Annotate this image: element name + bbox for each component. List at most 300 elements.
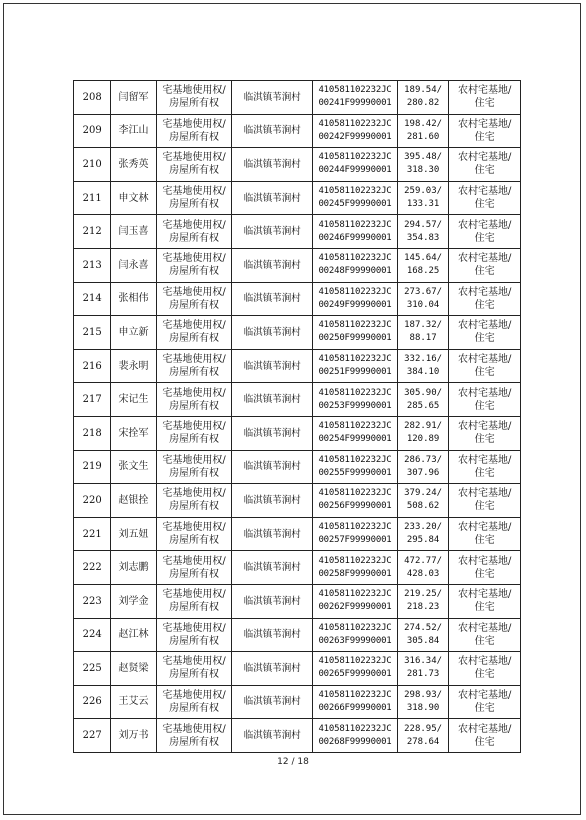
area-line: 305.90/ — [404, 387, 443, 398]
location-cell: 临淇镇苇涧村 — [232, 450, 313, 484]
area-cell — [397, 618, 448, 652]
land-use-cell — [449, 81, 521, 115]
land-use-line: 农村宅基地/ — [457, 253, 512, 265]
land-use-line: 农村宅基地/ — [457, 589, 512, 601]
unit-code-line: 00257F99990001 — [318, 535, 392, 546]
land-use-line: 住宅 — [474, 635, 495, 647]
table-row — [74, 484, 521, 518]
owner-name-cell: 申文林 — [111, 181, 156, 215]
owner-name-cell: 赵江林 — [111, 618, 156, 652]
area-cell — [397, 282, 448, 316]
right-type-cell — [156, 148, 232, 182]
right-type-cell — [156, 551, 232, 585]
area-cell — [397, 383, 448, 417]
right-type-line: 宅基地使用权/ — [162, 421, 226, 433]
right-type-line: 房屋所有权 — [169, 333, 220, 345]
area-line: 233.20/ — [404, 522, 443, 533]
table-row — [74, 584, 521, 618]
area-line: 294.57/ — [404, 219, 443, 230]
unit-code-line: 410581102232JC — [318, 488, 392, 499]
table-row — [74, 181, 521, 215]
unit-code-line: 00262F99990001 — [318, 602, 392, 613]
record-number-cell: 215 — [74, 316, 111, 350]
right-type-line: 宅基地使用权/ — [162, 320, 226, 332]
unit-code-line: 00258F99990001 — [318, 568, 392, 579]
land-use-line: 农村宅基地/ — [457, 488, 512, 500]
right-type-line: 房屋所有权 — [169, 501, 220, 513]
area-line: 298.93/ — [404, 689, 443, 700]
unit-code-line: 410581102232JC — [318, 286, 392, 297]
unit-code-cell — [313, 416, 398, 450]
right-type-cell — [156, 316, 232, 350]
land-use-line: 住宅 — [474, 131, 495, 143]
right-type-line: 宅基地使用权/ — [162, 253, 226, 265]
record-number-cell: 208 — [74, 81, 111, 115]
unit-code-line: 00266F99990001 — [318, 702, 392, 713]
area-line: 428.03 — [406, 568, 440, 579]
location-cell: 临淇镇苇涧村 — [232, 81, 313, 115]
unit-code-line: 00248F99990001 — [318, 266, 392, 277]
owner-name-cell: 闫留军 — [111, 81, 156, 115]
land-use-cell — [449, 215, 521, 249]
table-row — [74, 282, 521, 316]
right-type-cell — [156, 349, 232, 383]
table-row — [74, 148, 521, 182]
land-use-cell — [449, 584, 521, 618]
right-type-line: 宅基地使用权/ — [162, 354, 226, 366]
owner-name-cell: 宋记生 — [111, 383, 156, 417]
unit-code-line: 00256F99990001 — [318, 501, 392, 512]
land-use-line: 住宅 — [474, 367, 495, 379]
unit-code-cell — [313, 114, 398, 148]
area-cell — [397, 685, 448, 719]
land-use-cell — [449, 114, 521, 148]
unit-code-cell — [313, 383, 398, 417]
unit-code-line: 410581102232JC — [318, 689, 392, 700]
area-line: 219.25/ — [404, 589, 443, 600]
area-line: 395.48/ — [404, 152, 443, 163]
land-use-line: 住宅 — [474, 400, 495, 412]
record-number-cell: 218 — [74, 416, 111, 450]
owner-name-cell: 李江山 — [111, 114, 156, 148]
right-type-line: 房屋所有权 — [169, 434, 220, 446]
land-use-cell — [449, 282, 521, 316]
unit-code-line: 00255F99990001 — [318, 467, 392, 478]
land-use-line: 农村宅基地/ — [457, 354, 512, 366]
area-line: 472.77/ — [404, 555, 443, 566]
table-row — [74, 450, 521, 484]
area-line: 228.95/ — [404, 723, 443, 734]
location-cell: 临淇镇苇涧村 — [232, 181, 313, 215]
record-number-cell: 213 — [74, 248, 111, 282]
unit-code-line: 00263F99990001 — [318, 635, 392, 646]
land-use-line: 农村宅基地/ — [457, 522, 512, 534]
area-cell — [397, 114, 448, 148]
unit-code-cell — [313, 450, 398, 484]
unit-code-line: 00251F99990001 — [318, 367, 392, 378]
right-type-line: 房屋所有权 — [169, 669, 220, 681]
unit-code-line: 00242F99990001 — [318, 131, 392, 142]
right-type-line: 宅基地使用权/ — [162, 522, 226, 534]
unit-code-line: 00254F99990001 — [318, 434, 392, 445]
location-cell: 临淇镇苇涧村 — [232, 416, 313, 450]
right-type-line: 房屋所有权 — [169, 702, 220, 714]
right-type-line: 房屋所有权 — [169, 266, 220, 278]
records-table — [73, 80, 521, 753]
right-type-line: 宅基地使用权/ — [162, 555, 226, 567]
area-line: 286.73/ — [404, 454, 443, 465]
right-type-line: 宅基地使用权/ — [162, 454, 226, 466]
record-number-cell: 214 — [74, 282, 111, 316]
right-type-line: 宅基地使用权/ — [162, 723, 226, 735]
land-use-line: 住宅 — [474, 501, 495, 513]
right-type-line: 房屋所有权 — [169, 98, 220, 110]
area-cell — [397, 551, 448, 585]
area-line: 310.04 — [406, 299, 440, 310]
unit-code-line: 410581102232JC — [318, 555, 392, 566]
unit-code-line: 00249F99990001 — [318, 299, 392, 310]
unit-code-cell — [313, 719, 398, 753]
location-cell: 临淇镇苇涧村 — [232, 248, 313, 282]
unit-code-line: 410581102232JC — [318, 387, 392, 398]
right-type-cell — [156, 383, 232, 417]
owner-name-cell: 刘志鹏 — [111, 551, 156, 585]
right-type-cell — [156, 450, 232, 484]
right-type-line: 宅基地使用权/ — [162, 656, 226, 668]
land-use-line: 住宅 — [474, 199, 495, 211]
owner-name-cell: 王艾云 — [111, 685, 156, 719]
owner-name-cell: 刘五妞 — [111, 517, 156, 551]
table-row — [74, 551, 521, 585]
table-row — [74, 215, 521, 249]
land-use-line: 农村宅基地/ — [457, 286, 512, 298]
right-type-line: 宅基地使用权/ — [162, 689, 226, 701]
right-type-cell — [156, 484, 232, 518]
unit-code-cell — [313, 652, 398, 686]
land-use-line: 农村宅基地/ — [457, 723, 512, 735]
record-number-cell: 210 — [74, 148, 111, 182]
land-use-line: 住宅 — [474, 736, 495, 748]
area-line: 280.82 — [406, 98, 440, 109]
land-use-cell — [449, 349, 521, 383]
right-type-line: 房屋所有权 — [169, 635, 220, 647]
land-use-cell — [449, 685, 521, 719]
right-type-cell — [156, 685, 232, 719]
land-use-line: 农村宅基地/ — [457, 622, 512, 634]
record-number-cell: 221 — [74, 517, 111, 551]
right-type-line: 宅基地使用权/ — [162, 118, 226, 130]
right-type-line: 房屋所有权 — [169, 131, 220, 143]
right-type-line: 宅基地使用权/ — [162, 622, 226, 634]
area-cell — [397, 215, 448, 249]
owner-name-cell: 申立新 — [111, 316, 156, 350]
land-use-line: 住宅 — [474, 98, 495, 110]
record-number-cell: 209 — [74, 114, 111, 148]
record-number-cell: 225 — [74, 652, 111, 686]
land-use-line: 住宅 — [474, 535, 495, 547]
area-line: 318.90 — [406, 702, 440, 713]
owner-name-cell: 赵贤梁 — [111, 652, 156, 686]
unit-code-cell — [313, 81, 398, 115]
record-number-cell: 219 — [74, 450, 111, 484]
right-type-cell — [156, 215, 232, 249]
table-row — [74, 349, 521, 383]
owner-name-cell: 赵银拴 — [111, 484, 156, 518]
unit-code-cell — [313, 584, 398, 618]
right-type-line: 宅基地使用权/ — [162, 186, 226, 198]
unit-code-cell — [313, 282, 398, 316]
records-table-body — [74, 81, 521, 753]
area-line: 282.91/ — [404, 421, 443, 432]
area-cell — [397, 652, 448, 686]
area-cell — [397, 719, 448, 753]
land-use-line: 住宅 — [474, 467, 495, 479]
right-type-cell — [156, 584, 232, 618]
land-use-line: 住宅 — [474, 568, 495, 580]
unit-code-line: 410581102232JC — [318, 656, 392, 667]
unit-code-line: 410581102232JC — [318, 152, 392, 163]
area-cell — [397, 181, 448, 215]
right-type-line: 房屋所有权 — [169, 568, 220, 580]
area-cell — [397, 349, 448, 383]
land-use-cell — [449, 652, 521, 686]
table-row — [74, 618, 521, 652]
owner-name-cell: 刘学金 — [111, 584, 156, 618]
unit-code-line: 00241F99990001 — [318, 98, 392, 109]
unit-code-line: 410581102232JC — [318, 589, 392, 600]
right-type-cell — [156, 81, 232, 115]
owner-name-cell: 裴永明 — [111, 349, 156, 383]
land-use-line: 住宅 — [474, 266, 495, 278]
location-cell: 临淇镇苇涧村 — [232, 383, 313, 417]
right-type-line: 宅基地使用权/ — [162, 387, 226, 399]
right-type-cell — [156, 181, 232, 215]
area-line: 145.64/ — [404, 253, 443, 264]
area-cell — [397, 517, 448, 551]
area-line: 168.25 — [406, 266, 440, 277]
area-line: 281.60 — [406, 131, 440, 142]
land-use-cell — [449, 551, 521, 585]
location-cell: 临淇镇苇涧村 — [232, 685, 313, 719]
right-type-line: 宅基地使用权/ — [162, 589, 226, 601]
unit-code-cell — [313, 685, 398, 719]
unit-code-line: 410581102232JC — [318, 320, 392, 331]
land-use-cell — [449, 484, 521, 518]
land-use-line: 住宅 — [474, 669, 495, 681]
land-use-line: 农村宅基地/ — [457, 219, 512, 231]
land-use-line: 农村宅基地/ — [457, 454, 512, 466]
location-cell: 临淇镇苇涧村 — [232, 551, 313, 585]
table-row — [74, 248, 521, 282]
owner-name-cell: 闫永喜 — [111, 248, 156, 282]
location-cell: 临淇镇苇涧村 — [232, 584, 313, 618]
unit-code-cell — [313, 215, 398, 249]
right-type-cell — [156, 248, 232, 282]
land-use-line: 农村宅基地/ — [457, 85, 512, 97]
unit-code-line: 410581102232JC — [318, 118, 392, 129]
unit-code-line: 410581102232JC — [318, 85, 392, 96]
land-use-cell — [449, 316, 521, 350]
unit-code-line: 410581102232JC — [318, 723, 392, 734]
land-use-line: 农村宅基地/ — [457, 118, 512, 130]
area-line: 259.03/ — [404, 186, 443, 197]
area-line: 274.52/ — [404, 622, 443, 633]
location-cell: 临淇镇苇涧村 — [232, 618, 313, 652]
record-number-cell: 217 — [74, 383, 111, 417]
land-use-line: 农村宅基地/ — [457, 387, 512, 399]
land-use-cell — [449, 618, 521, 652]
unit-code-line: 410581102232JC — [318, 522, 392, 533]
land-use-line: 住宅 — [474, 602, 495, 614]
right-type-cell — [156, 416, 232, 450]
area-line: 198.42/ — [404, 118, 443, 129]
land-use-line: 农村宅基地/ — [457, 152, 512, 164]
location-cell: 临淇镇苇涧村 — [232, 719, 313, 753]
table-row — [74, 416, 521, 450]
area-line: 332.16/ — [404, 354, 443, 365]
owner-name-cell: 宋拴军 — [111, 416, 156, 450]
location-cell: 临淇镇苇涧村 — [232, 349, 313, 383]
owner-name-cell: 张秀英 — [111, 148, 156, 182]
area-line: 508.62 — [406, 501, 440, 512]
table-row — [74, 652, 521, 686]
right-type-line: 宅基地使用权/ — [162, 219, 226, 231]
right-type-line: 房屋所有权 — [169, 165, 220, 177]
table-row — [74, 81, 521, 115]
area-line: 189.54/ — [404, 85, 443, 96]
unit-code-cell — [313, 316, 398, 350]
location-cell: 临淇镇苇涧村 — [232, 517, 313, 551]
owner-name-cell: 闫玉喜 — [111, 215, 156, 249]
unit-code-line: 410581102232JC — [318, 354, 392, 365]
right-type-line: 宅基地使用权/ — [162, 152, 226, 164]
land-use-line: 农村宅基地/ — [457, 555, 512, 567]
right-type-cell — [156, 652, 232, 686]
area-line: 316.34/ — [404, 656, 443, 667]
area-line: 307.96 — [406, 467, 440, 478]
area-line: 285.65 — [406, 400, 440, 411]
area-line: 295.84 — [406, 535, 440, 546]
area-line: 354.83 — [406, 232, 440, 243]
page-number: 12 / 18 — [277, 757, 309, 767]
location-cell: 临淇镇苇涧村 — [232, 282, 313, 316]
unit-code-line: 00245F99990001 — [318, 199, 392, 210]
area-line: 278.64 — [406, 736, 440, 747]
area-line: 273.67/ — [404, 286, 443, 297]
land-use-line: 农村宅基地/ — [457, 689, 512, 701]
unit-code-line: 410581102232JC — [318, 421, 392, 432]
unit-code-cell — [313, 517, 398, 551]
right-type-cell — [156, 517, 232, 551]
table-row — [74, 719, 521, 753]
right-type-cell — [156, 719, 232, 753]
right-type-cell — [156, 114, 232, 148]
area-line: 379.24/ — [404, 488, 443, 499]
area-line: 187.32/ — [404, 320, 443, 331]
right-type-line: 房屋所有权 — [169, 535, 220, 547]
table-row — [74, 517, 521, 551]
unit-code-line: 410581102232JC — [318, 622, 392, 633]
right-type-cell — [156, 282, 232, 316]
area-cell — [397, 484, 448, 518]
land-use-cell — [449, 517, 521, 551]
record-number-cell: 222 — [74, 551, 111, 585]
unit-code-cell — [313, 618, 398, 652]
land-use-cell — [449, 383, 521, 417]
right-type-line: 房屋所有权 — [169, 199, 220, 211]
record-number-cell: 227 — [74, 719, 111, 753]
land-use-line: 住宅 — [474, 333, 495, 345]
unit-code-line: 00265F99990001 — [318, 669, 392, 680]
unit-code-line: 00244F99990001 — [318, 165, 392, 176]
right-type-cell — [156, 618, 232, 652]
location-cell: 临淇镇苇涧村 — [232, 215, 313, 249]
location-cell: 临淇镇苇涧村 — [232, 148, 313, 182]
unit-code-line: 410581102232JC — [318, 454, 392, 465]
unit-code-line: 410581102232JC — [318, 253, 392, 264]
land-use-cell — [449, 181, 521, 215]
table-row — [74, 685, 521, 719]
land-use-cell — [449, 719, 521, 753]
land-use-line: 住宅 — [474, 702, 495, 714]
land-use-cell — [449, 450, 521, 484]
owner-name-cell: 张相伟 — [111, 282, 156, 316]
location-cell: 临淇镇苇涧村 — [232, 652, 313, 686]
land-use-cell — [449, 148, 521, 182]
land-use-line: 农村宅基地/ — [457, 320, 512, 332]
unit-code-cell — [313, 349, 398, 383]
area-cell — [397, 416, 448, 450]
right-type-line: 房屋所有权 — [169, 736, 220, 748]
table-row — [74, 316, 521, 350]
land-use-cell — [449, 248, 521, 282]
location-cell: 临淇镇苇涧村 — [232, 316, 313, 350]
area-line: 218.23 — [406, 602, 440, 613]
unit-code-line: 00253F99990001 — [318, 400, 392, 411]
record-number-cell: 211 — [74, 181, 111, 215]
area-line: 88.17 — [409, 333, 437, 344]
unit-code-line: 410581102232JC — [318, 186, 392, 197]
area-cell — [397, 584, 448, 618]
area-line: 318.30 — [406, 165, 440, 176]
right-type-line: 宅基地使用权/ — [162, 286, 226, 298]
record-number-cell: 224 — [74, 618, 111, 652]
unit-code-line: 00246F99990001 — [318, 232, 392, 243]
area-line: 133.31 — [406, 199, 440, 210]
right-type-line: 房屋所有权 — [169, 232, 220, 244]
unit-code-cell — [313, 181, 398, 215]
area-cell — [397, 148, 448, 182]
location-cell: 临淇镇苇涧村 — [232, 114, 313, 148]
land-use-line: 住宅 — [474, 434, 495, 446]
right-type-line: 房屋所有权 — [169, 299, 220, 311]
area-cell — [397, 81, 448, 115]
unit-code-line: 410581102232JC — [318, 219, 392, 230]
land-use-line: 农村宅基地/ — [457, 186, 512, 198]
unit-code-cell — [313, 484, 398, 518]
record-number-cell: 223 — [74, 584, 111, 618]
table-row — [74, 383, 521, 417]
area-line: 384.10 — [406, 367, 440, 378]
unit-code-cell — [313, 248, 398, 282]
land-use-line: 农村宅基地/ — [457, 421, 512, 433]
area-line: 305.84 — [406, 635, 440, 646]
right-type-line: 房屋所有权 — [169, 467, 220, 479]
land-use-line: 农村宅基地/ — [457, 656, 512, 668]
owner-name-cell: 刘万书 — [111, 719, 156, 753]
area-line: 120.89 — [406, 434, 440, 445]
area-cell — [397, 248, 448, 282]
